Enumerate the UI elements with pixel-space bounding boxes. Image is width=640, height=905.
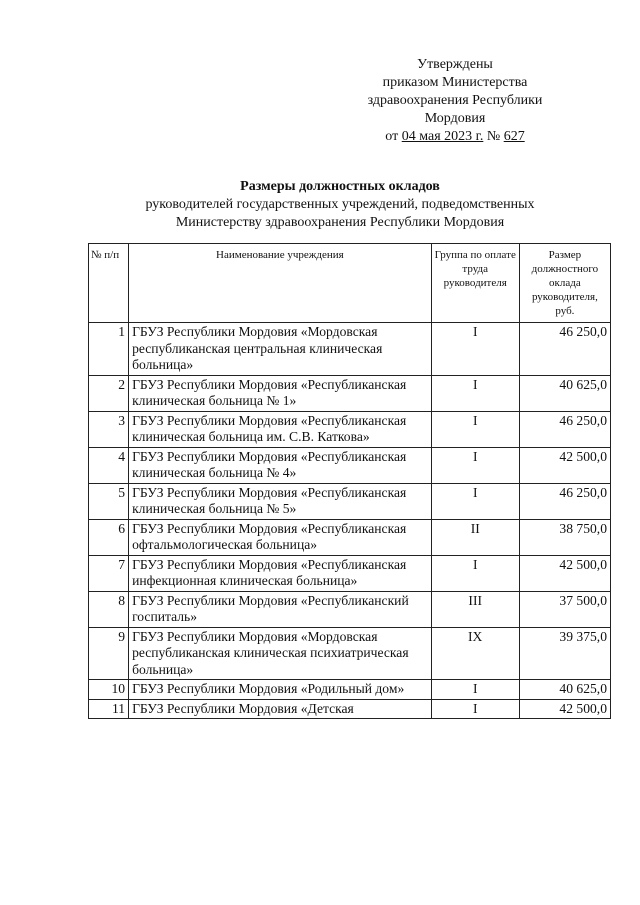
row-num: 8 [89, 591, 129, 627]
header-salary: Размер должностного оклада руководителя, руб. [519, 244, 610, 323]
approval-number-label: № [486, 129, 501, 144]
row-group: I [431, 680, 519, 700]
row-num: 2 [89, 375, 129, 411]
approval-line-1: Утверждены [417, 57, 493, 72]
row-salary: 40 625,0 [519, 375, 610, 411]
document-subtitle-2: Министерству здравоохранения Республики Мордовия [175, 215, 505, 230]
table-row [89, 627, 611, 680]
row-name: ГБУЗ Республики Мордовия «Мордовская республиканская центральная клиническая больница» [129, 323, 432, 376]
row-name: ГБУЗ Республики Мордовия «Родильный дом» [129, 680, 432, 700]
table-row [89, 447, 611, 483]
approval-line-3: здравоохранения Республики [367, 93, 543, 108]
row-group: I [431, 447, 519, 483]
header-num: № п/п [89, 244, 129, 323]
row-num: 7 [89, 555, 129, 591]
row-group: IX [431, 627, 519, 680]
row-num: 6 [89, 519, 129, 555]
row-name: ГБУЗ Республики Мордовия «Детская [129, 699, 432, 719]
row-name: ГБУЗ Республики Мордовия «Республиканская офтальмологическая больница» [129, 519, 432, 555]
approval-block [345, 56, 565, 146]
row-group: I [431, 483, 519, 519]
row-group: I [431, 699, 519, 719]
row-group: I [431, 555, 519, 591]
approval-date-line [345, 128, 565, 146]
header-name: Наименование учреждения [129, 244, 432, 323]
header-group: Группа по оплате труда руководителя [431, 244, 519, 323]
row-salary: 42 500,0 [519, 699, 610, 719]
document-subtitle-1: руководителей государственных учреждений, подведомственных [145, 197, 535, 212]
row-num: 5 [89, 483, 129, 519]
row-name: ГБУЗ Республики Мордовия «Республиканский госпиталь» [129, 591, 432, 627]
approval-date: 04 мая 2023 г. [401, 129, 484, 144]
approval-line-2: приказом Министерства [382, 75, 528, 90]
table-row [89, 591, 611, 627]
document-title: Размеры должностных окладов [240, 179, 440, 194]
row-salary: 38 750,0 [519, 519, 610, 555]
row-num: 3 [89, 411, 129, 447]
row-num: 10 [89, 680, 129, 700]
table-row [89, 375, 611, 411]
row-group: II [431, 519, 519, 555]
row-name: ГБУЗ Республики Мордовия «Республиканская инфекционная клиническая больница» [129, 555, 432, 591]
row-name: ГБУЗ Республики Мордовия «Мордовская республиканская клиническая психиатрическая больница» [129, 627, 432, 680]
approval-line-4: Мордовия [424, 111, 486, 126]
row-salary: 46 250,0 [519, 411, 610, 447]
row-name: ГБУЗ Республики Мордовия «Республиканская клиническая больница № 5» [129, 483, 432, 519]
row-salary: 46 250,0 [519, 483, 610, 519]
table-row [89, 555, 611, 591]
row-num: 9 [89, 627, 129, 680]
salary-table [88, 243, 611, 719]
approval-from-label: от [385, 129, 399, 144]
row-group: I [431, 323, 519, 376]
approval-number: 627 [503, 129, 525, 144]
row-group: III [431, 591, 519, 627]
table-row [89, 519, 611, 555]
row-salary: 39 375,0 [519, 627, 610, 680]
row-num: 11 [89, 699, 129, 719]
row-salary: 42 500,0 [519, 555, 610, 591]
table-header-row [89, 244, 611, 323]
row-salary: 37 500,0 [519, 591, 610, 627]
row-salary: 46 250,0 [519, 323, 610, 376]
row-num: 4 [89, 447, 129, 483]
row-salary: 42 500,0 [519, 447, 610, 483]
table-row [89, 699, 611, 719]
table-row [89, 411, 611, 447]
row-group: I [431, 411, 519, 447]
row-salary: 40 625,0 [519, 680, 610, 700]
row-num: 1 [89, 323, 129, 376]
row-name: ГБУЗ Республики Мордовия «Республиканская клиническая больница № 1» [129, 375, 432, 411]
table-row [89, 680, 611, 700]
table-row [89, 323, 611, 376]
row-name: ГБУЗ Республики Мордовия «Республиканская клиническая больница № 4» [129, 447, 432, 483]
table-row [89, 483, 611, 519]
row-name: ГБУЗ Республики Мордовия «Республиканская клиническая больница им. С.В. Каткова» [129, 411, 432, 447]
document-title-block [100, 178, 580, 232]
row-group: I [431, 375, 519, 411]
